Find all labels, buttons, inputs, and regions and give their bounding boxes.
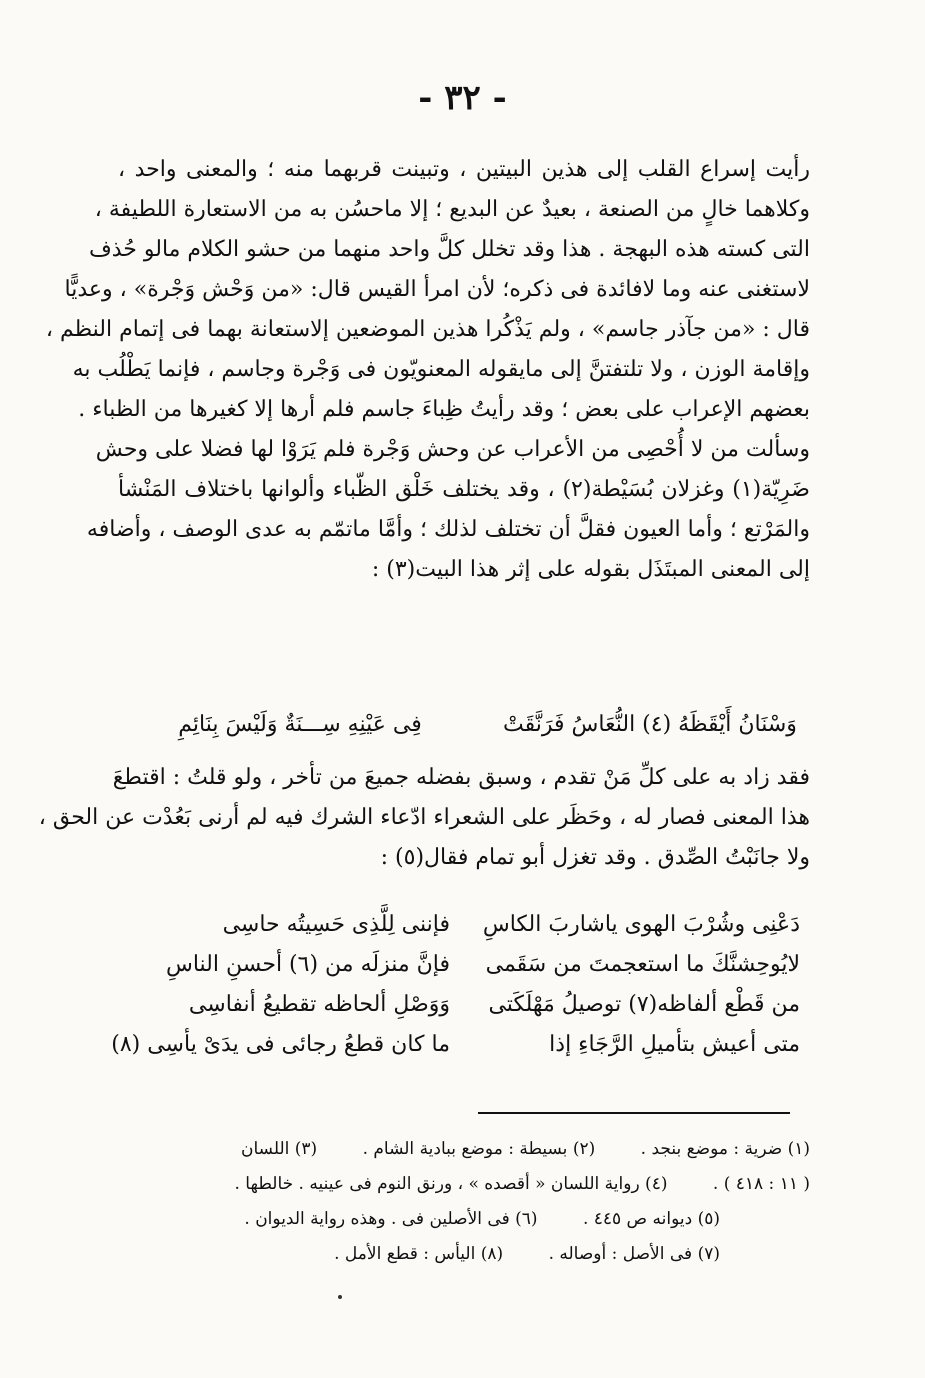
poem-verse bbox=[130, 912, 800, 952]
text-line: ضَرِيّة(١) وغزلان بُسَيْطة(٢) ، وقد يختلف خَلْق الظّباء وألوانها باختلاف المَنْشأ bbox=[118, 477, 810, 502]
verse-second-hemistich: وَوَصْلِ ألحاظه تقطيعُ أنفاسِى bbox=[188, 992, 450, 1017]
verse-first-hemistich: متى أعيش بتأميلِ الرَّجَاءِ إذا bbox=[549, 1032, 800, 1057]
footnote: (٥) ديوانه ص ٤٤٥ . bbox=[582, 1209, 720, 1229]
text-line: فقد زاد به على كلِّ مَنْ تقدم ، وسبق بفضله جميعَ من تأخر ، ولو قلتُ : اقتطعَ bbox=[112, 765, 810, 790]
text-line: رأيت إسراع القلب إلى هذين البيتين ، وتبينت قربهما منه ؛ والمعنى واحد ، bbox=[118, 157, 810, 182]
verse-second-hemistich: ما كان قطعُ رجائى فى يدَىْ يأسِى (٨) bbox=[111, 1032, 450, 1057]
text-line: وإقامة الوزن ، ولا تلتفتنَّ إلى مايقوله المعنويّون فى وَجْرة وجاسم ، فإنما يَطْلُب به bbox=[72, 357, 810, 382]
page-number: - ٣٢ - bbox=[418, 78, 507, 118]
text-line: إلى المعنى المبتَذَل بقوله على إثر هذا البيت(٣) : bbox=[371, 557, 810, 582]
paragraph-2 bbox=[38, 758, 810, 878]
poem-verse bbox=[130, 992, 800, 1032]
text-line: هذا المعنى فصار له ، وحَظَر على الشعراء ادّعاء الشرك فيه لم أرنى بَعُدْت عن الحق ، bbox=[38, 805, 810, 830]
poem-verse bbox=[111, 1032, 800, 1072]
footnote: (١) ضرية : موضع بنجد . bbox=[640, 1139, 810, 1159]
footnote: (٦) فى الأصلين فى . وهذه رواية الديوان . bbox=[244, 1209, 538, 1229]
footnote: (٨) اليأس : قطع الأمل . bbox=[334, 1244, 504, 1264]
text-line: قال : «من جآذر جاسم» ، ولم يَذْكُرا هذين الموضعين إلاستعانة بهما فى إتمام النظم ، bbox=[45, 317, 810, 342]
verse-second-hemistich: فِى عَيْنِهِ سِـــنَةٌ وَلَيْسَ بِنَائِمِ bbox=[178, 712, 422, 737]
verse-second-hemistich: فإنَّ منزلَه من (٦) أحسنِ الناسِ bbox=[165, 952, 450, 977]
footnote-line bbox=[118, 1202, 810, 1237]
footnote: (٤) رواية اللسان « أقصده » ، ورنق النوم فى عينيه . خالطها . bbox=[234, 1174, 668, 1194]
poem bbox=[111, 912, 800, 1072]
footnote-separator bbox=[478, 1112, 790, 1114]
text-line: والمَرْتع ؛ وأما العيون فقلَّ أن تختلف لذلك ؛ وأمَّا ماتمّم به عدى الوصف ، وأضافه bbox=[86, 517, 810, 542]
text-line: ولا جانَبْتُ الصِّدق . وقد تغزل أبو تمام فقال(٥) : bbox=[380, 845, 810, 870]
verse-first-hemistich: من قَطْع ألفاظه(٧) توصيلُ مَهْلَكَتى bbox=[488, 992, 800, 1017]
footnote: (٣) اللسان bbox=[240, 1139, 318, 1159]
text-line: لاستغنى عنه وما لافائدة فى ذكره؛ لأن امرأ القيس قال: «من وَحْش وَجْرة» ، وعديًّا bbox=[64, 277, 810, 302]
footnote: (٧) فى الأصل : أوصاله . bbox=[548, 1244, 720, 1264]
footnote-line bbox=[118, 1167, 810, 1202]
text-line: التى كسته هذه البهجة . هذا وقد تخلل كلَّ واحد منهما من حشو الكلام مالو حُذف bbox=[88, 237, 810, 262]
verse-first-hemistich: دَعْنِى وشُرْبَ الهوى ياشاربَ الكاسِ bbox=[482, 912, 800, 937]
footnote: ( ١١ : ٤١٨ ) . bbox=[712, 1174, 810, 1194]
verse-second-hemistich: فإننى لِلَّذِى حَسِيتُه حاسِى bbox=[222, 912, 450, 937]
text-line: وكلاهما خالٍ من الصنعة ، بعيدٌ عن البديع ؛ إلا ماحسُن به من الاستعارة اللطيفة ، bbox=[94, 197, 810, 222]
poem-verse bbox=[130, 952, 800, 992]
footnote: (٢) بسيطة : موضع ببادية الشام . bbox=[362, 1139, 596, 1159]
page-mark bbox=[338, 1295, 342, 1299]
verse-line bbox=[150, 712, 800, 756]
paragraph-1 bbox=[45, 150, 810, 590]
verse-first-hemistich: وَسْنَانُ أَيْقَظَهُ (٤) النُّعَاسُ فَرَنَّقَتْ bbox=[503, 712, 797, 737]
text-line: بعضهم الإعراب على بعض ؛ وقد رأيتُ ظِباءَ جاسم فلم أرها إلا كغيرها من الظباء . bbox=[78, 397, 810, 422]
footnotes bbox=[118, 1132, 810, 1272]
verse-first-hemistich: لايُوحِشنَّكَ ما استعجمتَ من سَقَمى bbox=[485, 952, 800, 977]
text-line: وسألت من لا أُحْصِى من الأعراب عن وحش وَجْرة فلم يَرَوْا لها فضلا على وحش bbox=[95, 437, 810, 462]
footnote-line bbox=[118, 1237, 810, 1272]
footnote-line bbox=[118, 1132, 810, 1167]
